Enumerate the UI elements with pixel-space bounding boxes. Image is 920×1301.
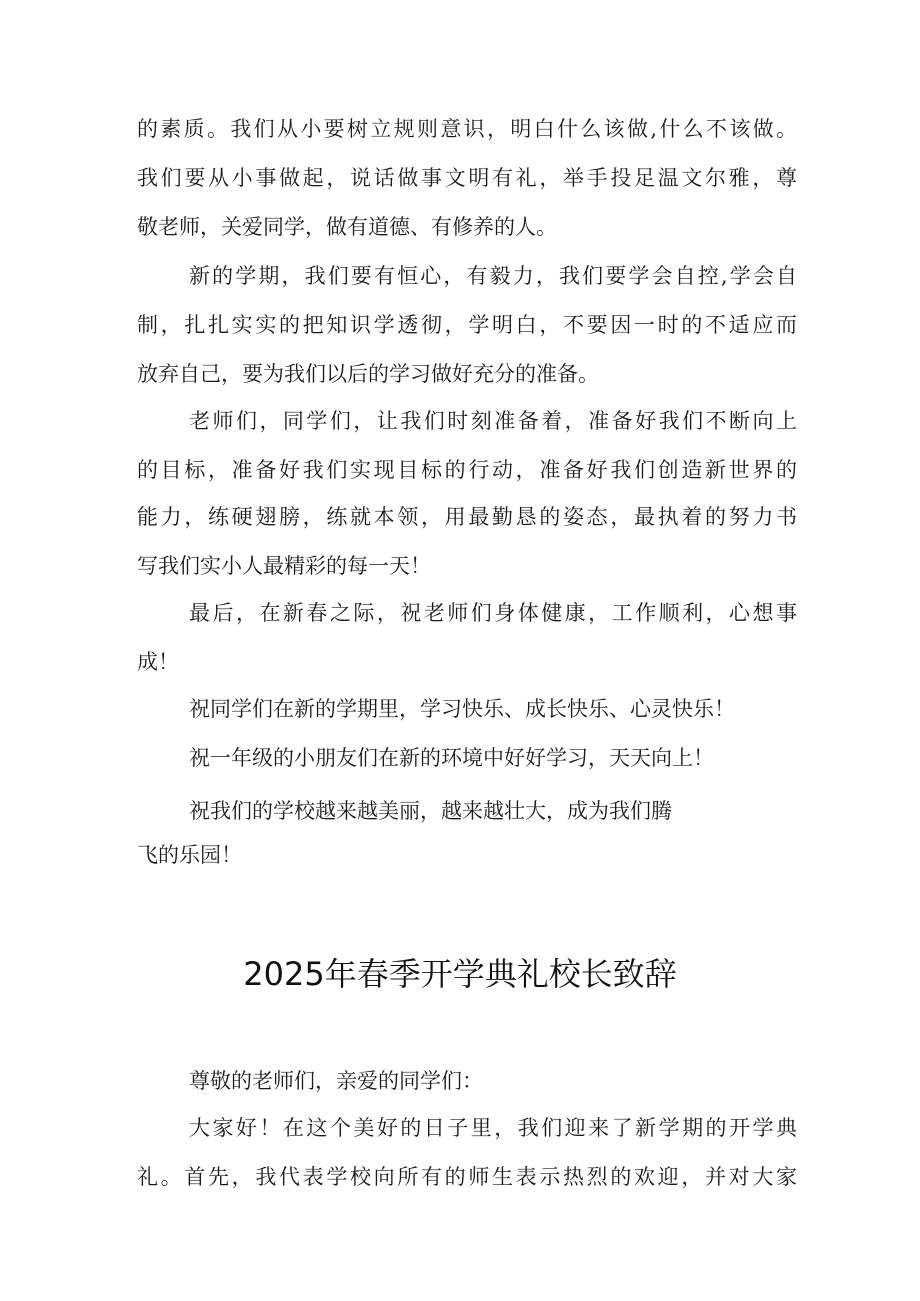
paragraph-line: 成！ (137, 650, 179, 674)
paragraph-line: 大家好！在这个美好的日子里，我们迎来了新学期的开学典 (189, 1116, 797, 1140)
paragraph-line: 新的学期，我们要有恒心，有毅力，我们要学会自控,学会自 (189, 264, 797, 288)
paragraph-line: 我们要从小事做起，说话做事文明有礼，举手投足温文尔雅，尊 (137, 166, 797, 190)
paragraph-line: 放弃自己，要为我们以后的学习做好充分的准备。 (137, 362, 599, 386)
paragraph-line: 祝我们的学校越来越美丽，越来越壮大，成为我们腾 (189, 799, 672, 823)
paragraph-line: 能力，练硬翅膀，练就本领，用最勤恳的姿态，最执着的努力书 (137, 505, 797, 529)
paragraph-line: 敬老师，关爱同学，做有道德、有修养的人。 (137, 215, 557, 239)
document-title: 2025年春季开学典礼校长致辞 (243, 955, 677, 993)
paragraph-line: 尊敬的老师们，亲爱的同学们： (189, 1069, 483, 1093)
paragraph-line: 飞的乐园！ (137, 843, 242, 867)
paragraph-line: 写我们实小人最精彩的每一天！ (137, 554, 431, 578)
paragraph-line: 礼。首先，我代表学校向所有的师生表示热烈的欢迎，并对大家 (137, 1165, 797, 1189)
paragraph-line: 的目标，准备好我们实现目标的行动，准备好我们创造新世界的 (137, 458, 797, 482)
paragraph-line: 祝一年级的小朋友们在新的环境中好好学习，天天向上！ (189, 746, 714, 770)
paragraph-line: 老师们，同学们，让我们时刻准备着，准备好我们不断向上 (189, 409, 797, 433)
paragraph-line: 的素质。我们从小要树立规则意识，明白什么该做,什么不该做。 (137, 117, 797, 141)
paragraph-line: 制，扎扎实实的把知识学透彻，学明白，不要因一时的不适应而 (137, 313, 797, 337)
paragraph-line: 最后，在新春之际，祝老师们身体健康，工作顺利，心想事 (189, 601, 797, 625)
paragraph-line: 祝同学们在新的学期里，学习快乐、成长快乐、心灵快乐！ (189, 697, 735, 721)
